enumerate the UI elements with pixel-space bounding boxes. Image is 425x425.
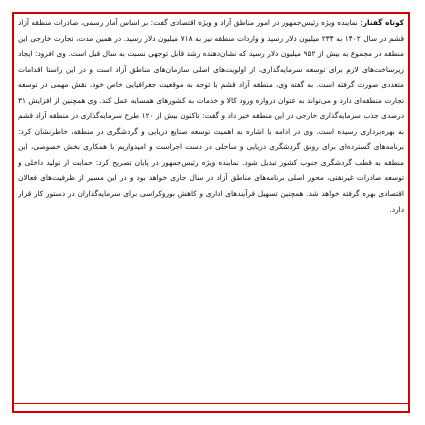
article-frame xyxy=(12,12,410,413)
article-title: کوتاه گفتار xyxy=(362,18,404,27)
article-text xyxy=(18,15,404,410)
footer-divider xyxy=(14,403,408,404)
title-separator: : xyxy=(357,18,363,27)
article-body: نماینده ویژه رئیس‌جمهور در امور مناطق آزاد و ویژه اقتصادی گفت: بر اساس آمار رسمی، صادرات منطقه آزاد قشم در سال ۱۴۰۲ به ۲۳۴ میلیون دلار رسید و واردات منطقه نیز به ۷۱۸ میلیون دلار رسید. در همین مدت، تجارت خارجی این منطقه در مجموع به بیش از ۹۵۲ میلیون دلار رسید که نشان‌دهنده رشد قابل توجهی نسبت به سال قبل است. وی افزود: ایجاد زیرساخت‌های لازم برای توسعه سرمایه‌گذاری، از اولویت‌های اصلی سازمان‌های مناطق آزاد است و در این راستا اقدامات متعددی صورت گرفته است. به گفته وی، منطقه آزاد قشم با توجه به موقعیت جغرافیایی خاص خود، نقش مهمی در توسعه تجارت منطقه‌ای دارد و می‌تواند به عنوان دروازه ورود کالا و خدمات به کشورهای همسایه عمل کند. وی همچنین از افزایش ۳۱ درصدی جذب سرمایه‌گذاری خارجی در این منطقه خبر داد و گفت: تاکنون بیش از ۱۲۰ طرح سرمایه‌گذاری در منطقه آزاد قشم به بهره‌برداری رسیده است. وی در ادامه با اشاره به اهمیت توسعه صنایع دریایی و گردشگری در منطقه، خاطرنشان کرد: برنامه‌های گسترده‌ای برای رونق گردشگری دریایی و ساحلی در دست اجراست و امیدواریم با همکاری بخش خصوصی، این منطقه به قطب گردشگری جنوب کشور تبدیل شود. نماینده ویژه رئیس‌جمهور در پایان تصریح کرد: حمایت از تولید داخلی و توسعه صادرات غیرنفتی، محور اصلی برنامه‌های مناطق آزاد در سال جاری خواهد بود و در این مسیر از ظرفیت‌های فعالان اقتصادی بهره گرفته خواهد شد. همچنین تسهیل فرآیندهای اداری و کاهش بوروکراسی برای سرمایه‌گذاران در دستور کار قرار دارد. xyxy=(18,18,404,214)
